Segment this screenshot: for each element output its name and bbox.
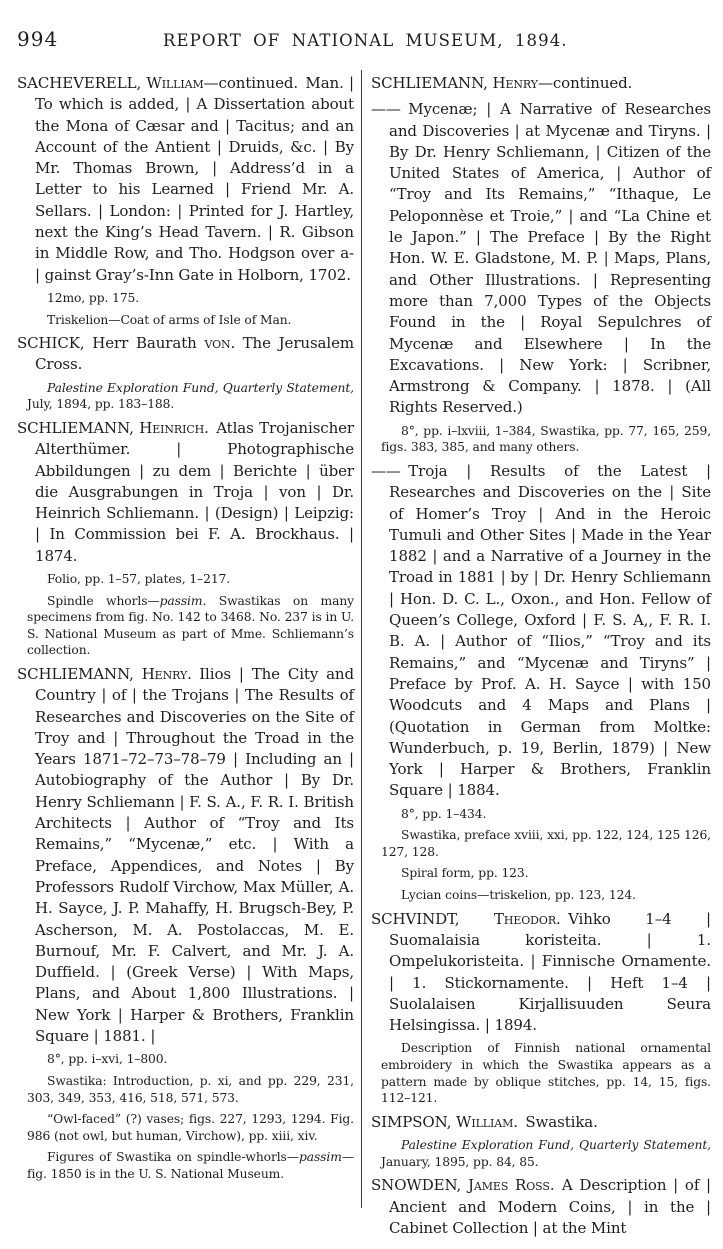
entry-note — [371, 865, 711, 882]
entry-text: —continued. — [203, 74, 299, 92]
entry-note — [17, 1073, 354, 1106]
entry-title-text: Atlas Trojanischer Alterthümer. | Photographische Abbildungen | zu dem | Berichte | über die Ausgrabungen in Troja | von | Dr. Heinrich Schliemann. | (Design) | Leipzig: | In Commission bei F. A. Brockhaus. | 1874. — [35, 418, 354, 565]
entry-source-italic: Palestine Exploration Fund, Quarterly Statement, — [401, 1138, 711, 1153]
entry-text: July, 1894, pp. 183–188. — [27, 397, 175, 412]
entry-note — [17, 380, 354, 413]
entry-text: 8°, pp. 1–434. — [401, 806, 487, 821]
bibliography-entry — [371, 1175, 711, 1239]
entry-text: . — [556, 909, 561, 928]
bibliography-entry — [17, 333, 354, 376]
entry-text: . — [549, 1176, 555, 1195]
entry-note — [17, 571, 354, 588]
entry-note — [371, 1040, 711, 1106]
entry-text: Spindle whorls— — [47, 593, 160, 608]
left-column — [17, 68, 354, 1187]
entry-text: Herr Baurath — [92, 334, 205, 353]
entry-author-given-name: Henry — [492, 74, 538, 92]
bibliography-entry — [17, 73, 354, 286]
entry-text: —continued. — [537, 74, 633, 92]
entry-text: Spiral form, pp. 123. — [401, 866, 529, 881]
entry-text: —fig. 1850 is in the U. S. National Museum. — [27, 1150, 354, 1181]
entry-author-given-name: von — [204, 334, 231, 353]
entry-text: SCHVINDT, — [371, 909, 494, 928]
entry-text: Lycian coins—triskelion, pp. 123, 124. — [401, 888, 636, 903]
entry-text: . — [187, 664, 192, 683]
entry-author-given-name: Theodor — [493, 909, 557, 928]
entry-title-text: Man. | To which is added, | A Dissertation about the Mona of Cæsar and | Tacitus; and an Account of the Antient | Druids, &c. | By Mr. Thomas Brown, | Address’d in a Letter to his Learned | Friend Mr. A. Sellars. | London: | Printed for J. Hartley, next the King’s Head Tavern. | R. Gibson in Middle Row, and Tho. Hodgson over a- | gainst Gray’s-Inn Gate in Holborn, 1702. — [35, 74, 354, 284]
entry-text: 8°, pp. i–xvi, 1–800. — [47, 1052, 168, 1067]
bibliography-entry — [371, 1112, 711, 1133]
entry-source-italic: passim — [298, 1150, 342, 1165]
entry-text: “Owl-faced” (?) vases; figs. 227, 1293, 1294. Fig. 986 (not owl, but human, Virchow), pp. xiii, xiv. — [27, 1112, 354, 1143]
entry-title-text: Troja | Results of the Latest | Researches and Discoveries on the | Site of Homer’s Troy | And in the Heroic Tumuli and Other Sites | Made in the Year 1882 | and a Narrative of a Journey in the Troad in 1881 | by | Dr. Henry Schliemann | Hon. D. C. L., Oxon., and Hon. Fellow of Queen’s College, Oxford | F. S. A,, F. R. I. B. A. | Author of “Ilios,” “Troy and its Remains,” and “Mycenæ and Tiryns” | Preface by Prof. A. H. Sayce | with 150 Woodcuts and 4 Maps and Plans | (Quotation in German from Moltke: Wunderbuch, p. 19, Berlin, 1879) | New York | Harper & Brothers, Franklin Square | 1884. — [389, 461, 711, 800]
entry-note — [17, 312, 354, 329]
entry-text: . — [204, 418, 209, 437]
entry-text: 8°, pp. i–lxviii, 1–384, Swastika, pp. 77, 165, 259, figs. 383, 385, and many others. — [381, 423, 711, 455]
entry-text: . — [513, 1112, 518, 1131]
entry-text: SCHLIEMANN, — [371, 74, 493, 92]
entry-text: Folio, pp. 1–57, plates, 1–217. — [47, 572, 231, 587]
entry-note — [371, 887, 711, 904]
entry-title-text: A Description | of | Ancient and Modern Coins, | in the | Cabinet Collection | at the Mint — [389, 1176, 711, 1237]
entry-text: SCHICK, — [17, 334, 93, 353]
running-header: REPORT OF NATIONAL MUSEUM, 1894. — [163, 31, 568, 50]
entry-source-italic: Palestine Exploration Fund, Quarterly Statement, — [47, 380, 354, 395]
entry-note — [371, 423, 711, 456]
entry-title-text: The Jerusalem Cross. — [35, 334, 354, 374]
entry-author-given-name: Henry — [141, 664, 188, 683]
right-column — [371, 68, 711, 1243]
entry-note — [17, 593, 354, 659]
entry-author-given-name: William — [146, 74, 204, 92]
entry-note — [17, 1149, 354, 1182]
entry-text: SCHLIEMANN, — [17, 418, 140, 437]
entry-text: SACHEVERELL, — [17, 74, 147, 92]
entry-text: SNOWDEN, — [371, 1176, 468, 1195]
entry-text: Figures of Swastika on spindle-whorls— — [47, 1150, 299, 1165]
entry-note — [17, 1051, 354, 1068]
bibliography-entry — [371, 461, 711, 802]
entry-text: 12mo, pp. 175. — [47, 290, 140, 305]
entry-note — [17, 290, 354, 307]
entry-text: Description of Finnish national ornamental embroidery in which the Swastika appears as a pattern made by oblique stitches, pp. 14, 15, figs. 112–121. — [381, 1041, 711, 1106]
bibliography-entry — [371, 73, 711, 94]
entry-title-text: Mycenæ; | A Narrative of Researches and Discoveries | at Mycenæ and Tiryns. | By Dr. Henry Schliemann, | Citizen of the United States of America, | Author of “Troy and Its Remains,” “Ithaque, Le Peloponnèse et Troie,” | and “La Chine et le Japon.” | The Preface | By the Right Hon. W. E. Gladstone, M. P. | Maps, Plans, and Other Illustrations. | Representing more than 7,000 Types of the Objects Found in the | Royal Sepulchres of Mycenæ and Elsewhere | In the Excavations. | New York: | Scribner, Armstrong & Company. | 1878. | (All Rights Reserved.) — [389, 100, 711, 417]
entry-text: . — [230, 334, 236, 353]
entry-text: . Swastikas on many specimens from fig. No. 142 to 3468. No. 237 is in U. S. National Museum as part of Mme. Schliemann’s collection. — [27, 593, 354, 658]
column-divider — [361, 70, 362, 1208]
entry-text: —— — [371, 461, 401, 480]
bibliography-entry — [371, 909, 711, 1037]
entry-author-given-name: William — [456, 1112, 514, 1131]
entry-text: January, 1895, pp. 84, 85. — [381, 1154, 539, 1169]
entry-note — [371, 806, 711, 823]
entry-source-italic: passim — [159, 593, 203, 608]
entry-text: SIMPSON, — [371, 1112, 457, 1131]
bibliography-entry — [17, 418, 354, 567]
entry-note — [371, 1137, 711, 1170]
entry-text: —— — [371, 100, 401, 119]
bibliography-entry — [371, 99, 711, 418]
entry-text: SCHLIEMANN, — [17, 664, 142, 683]
page-number: 994 — [17, 27, 59, 51]
entry-text: Triskelion—Coat of arms of Isle of Man. — [47, 312, 292, 327]
entry-author-given-name: James Ross — [468, 1176, 550, 1195]
entry-title-text: Vihko 1–4 | Suomalaisia koristeita. | 1. Ompelukoristeita. | Finnische Ornamente. | 1. Stickornamente. | Heft 1–4 | Suolalaisen Kirjallisuuden Seura Helsingissa. | 1894. — [389, 909, 711, 1035]
entry-text: Swastika: Introduction, p. xi, and pp. 229, 231, 303, 349, 353, 416, 518, 571, 573. — [27, 1073, 354, 1105]
entry-author-given-name: Heinrich — [139, 418, 205, 437]
entry-note — [17, 1111, 354, 1144]
bibliography-entry — [17, 664, 354, 1047]
entry-title-text: Ilios | The City and Country | of | the Trojans | The Results of Researches and Discoveries on the Site of Troy and | Throughout the Troad in the Years 1871–72–73–78–79 | Including an | Autobiography of the Author | By Dr. Henry Schliemann | F. S. A., F. R. I. British Architects | Author of “Troy and Its Remains,” “Mycenæ,” etc. | With a Preface, Appendices, and Notes | By Professors Rudolf Virchow, Max Müller, A. H. Sayce, J. P. Mahaffy, H. Brugsch-Bey, P. Ascherson, M. A. Postolaccas, M. E. Burnouf, Mr. F. Calvert, and Mr. J. A. Duffield. | (Greek Verse) | With Maps, Plans, and About 1,800 Illustrations. | New York | Harper & Brothers, Franklin Square | 1881. | — [35, 664, 354, 1046]
entry-text: Swastika, preface xviii, xxi, pp. 122, 124, 125 126, 127, 128. — [381, 828, 711, 859]
entry-title-text: Swastika. — [517, 1112, 598, 1131]
entry-note — [371, 827, 711, 860]
